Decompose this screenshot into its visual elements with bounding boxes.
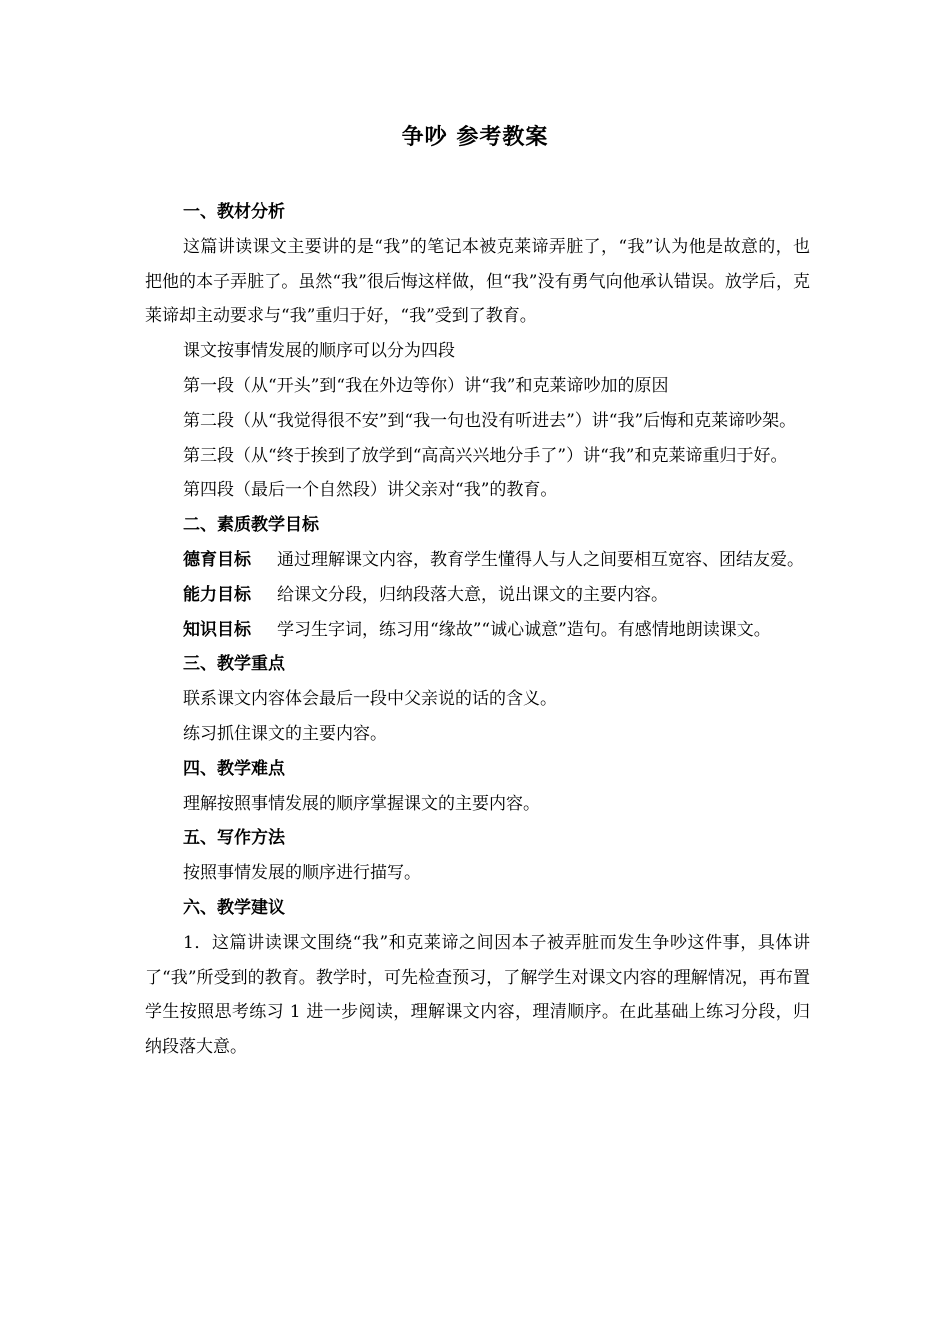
goal-text: 给课文分段，归纳段落大意，说出课文的主要内容。 bbox=[277, 584, 668, 605]
goal-label: 知识目标 bbox=[183, 619, 251, 640]
paragraph: 理解按照事情发展的顺序掌握课文的主要内容。 bbox=[183, 793, 540, 814]
paragraph: 第二段（从“我觉得很不安”到“我一句也没有听进去”）讲“我”后悔和克莱谛吵架。 bbox=[183, 410, 797, 431]
section-heading: 六、教学建议 bbox=[183, 897, 285, 918]
section-heading: 四、教学难点 bbox=[183, 758, 285, 779]
goal-knowledge bbox=[145, 613, 810, 648]
section-heading: 三、教学重点 bbox=[183, 654, 285, 675]
goal-text: 通过理解课文内容，教育学生懂得人与人之间要相互宽容、团结友爱。 bbox=[277, 549, 804, 570]
paragraph: 第一段（从“开头”到“我在外边等你）讲“我”和克莱谛吵加的原因 bbox=[183, 375, 669, 396]
paragraph: 这篇讲读课文主要讲的是“我”的笔记本被克莱谛弄脏了，“我”认为他是故意的，也把他的本子弄脏了。虽然“我”很后悔这样做，但“我”没有勇气向他承认错误。放学后，克莱谛却主动要求与“我”重归于好，“我”受到了教育。 bbox=[145, 236, 810, 327]
goal-text: 学习生字词，练习用“缘故”“诚心诚意”造句。有感情地朗读课文。 bbox=[277, 619, 771, 640]
paragraph: 练习抓住课文的主要内容。 bbox=[183, 723, 387, 744]
section-heading: 一、教材分析 bbox=[183, 202, 285, 222]
goal-moral bbox=[145, 543, 810, 578]
paragraph: 第三段（从“终于挨到了放学到“高高兴兴地分手了”）讲“我”和克莱谛重归于好。 bbox=[183, 445, 788, 466]
document-title: 争吵 参考教案 bbox=[401, 125, 549, 150]
goal-label: 德育目标 bbox=[183, 549, 251, 570]
section-heading: 五、写作方法 bbox=[183, 828, 285, 849]
paragraph: 第四段（最后一个自然段）讲父亲对“我”的教育。 bbox=[183, 480, 558, 501]
paragraph: 1．这篇讲读课文围绕“我”和克莱谛之间因本子被弄脏而发生争吵这件事，具体讲了“我”所受到的教育。教学时，可先检查预习，了解学生对课文内容的理解情况，再布置学生按照思考练习 1 进一步阅读，理解课文内容，理清顺序。在此基础上练习分段，归纳段落大意。 bbox=[145, 932, 810, 1058]
document-body bbox=[145, 195, 810, 1065]
paragraph: 按照事情发展的顺序进行描写。 bbox=[183, 863, 421, 884]
goal-ability bbox=[145, 578, 810, 613]
paragraph: 课文按事情发展的顺序可以分为四段 bbox=[183, 341, 455, 362]
section-heading: 二、素质教学目标 bbox=[183, 515, 319, 536]
paragraph: 联系课文内容体会最后一段中父亲说的话的含义。 bbox=[183, 689, 557, 710]
goal-label: 能力目标 bbox=[183, 584, 251, 605]
